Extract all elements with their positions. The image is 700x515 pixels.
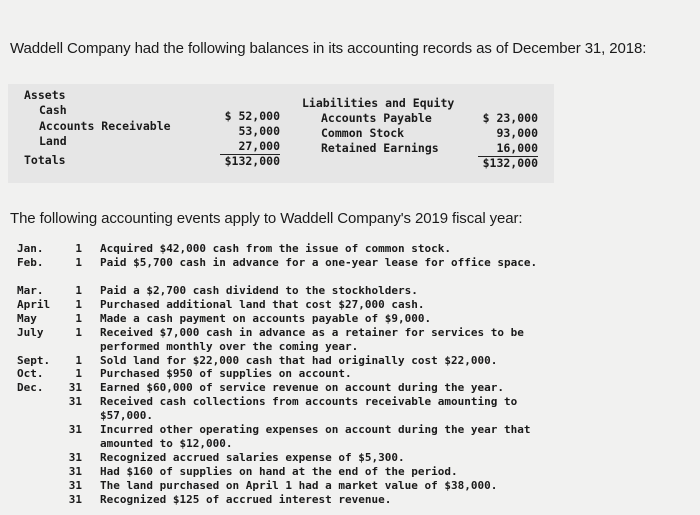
event-text: Purchased additional land that cost $27,000 cash. [100, 298, 425, 311]
asset-value-land: 27,000 [220, 139, 280, 155]
event-text: Earned $60,000 of service revenue on account during the year. [100, 381, 504, 394]
event-text: Had $160 of supplies on hand at the end of the period. [100, 465, 458, 478]
event-text: Received cash collections from accounts receivable amounting to $57,000. [100, 395, 518, 422]
asset-total: $132,000 [224, 154, 280, 168]
liab-value-ap: $ 23,000 [482, 111, 538, 125]
event-month: Feb. [17, 256, 44, 269]
liab-total: $132,000 [482, 156, 538, 170]
asset-value-cash: $ 52,000 [224, 109, 280, 123]
event-day: 1 [75, 326, 82, 339]
event-text: Recognized accrued salaries expense of $5,300. [100, 451, 405, 464]
event-text: Made a cash payment on accounts payable of $9,000. [100, 312, 432, 325]
liab-value-re: 16,000 [478, 141, 538, 157]
event-text: Purchased $950 of supplies on account. [100, 367, 352, 380]
event-month: Oct. [17, 367, 44, 380]
event-month: Dec. [17, 381, 44, 394]
event-day: 31 [68, 395, 82, 408]
event-day: 31 [68, 465, 82, 478]
event-month: April [17, 298, 51, 311]
event-day: 1 [75, 284, 82, 297]
event-day: 31 [68, 493, 82, 506]
event-day: 1 [75, 242, 82, 255]
liab-label-ap: Accounts Payable [321, 111, 432, 125]
events-intro: The following accounting events apply to Waddell Company's 2019 fiscal year: [10, 210, 523, 227]
event-month: May [17, 312, 37, 325]
assets-heading: Assets [24, 88, 66, 102]
problem-intro: Waddell Company had the following balances in its accounting records as of December 31, 2018: [10, 40, 647, 57]
event-day: 31 [68, 451, 82, 464]
event-text: Recognized $125 of accrued interest revenue. [100, 493, 392, 506]
event-day: 1 [75, 367, 82, 380]
event-text: Sold land for $22,000 cash that had originally cost $22,000. [100, 354, 498, 367]
event-day: 1 [75, 256, 82, 269]
event-day: 1 [75, 354, 82, 367]
liab-value-cs: 93,000 [496, 126, 538, 140]
asset-label-ar: Accounts Receivable [39, 119, 171, 133]
event-day: 31 [68, 479, 82, 492]
balance-table [8, 84, 554, 183]
liab-heading: Liabilities and Equity [302, 96, 455, 110]
asset-label-land: Land [39, 134, 67, 148]
asset-value-ar: 53,000 [238, 124, 280, 138]
event-text: Received $7,000 cash in advance as a retainer for services to be performed monthly over the coming year. [100, 326, 524, 353]
event-day: 1 [75, 298, 82, 311]
event-month: Sept. [17, 354, 51, 367]
liab-label-cs: Common Stock [321, 126, 405, 140]
totals-label: Totals [24, 153, 66, 167]
event-month: Mar. [17, 284, 44, 297]
event-day: 31 [68, 423, 82, 436]
event-text: Paid a $2,700 cash dividend to the stockholders. [100, 284, 418, 297]
event-month: Jan. [17, 242, 44, 255]
event-text: Acquired $42,000 cash from the issue of common stock. [100, 242, 451, 255]
event-text: Paid $5,700 cash in advance for a one-year lease for office space. [100, 256, 538, 269]
event-text: The land purchased on April 1 had a market value of $38,000. [100, 479, 498, 492]
event-month: July [17, 326, 44, 339]
liab-label-re: Retained Earnings [321, 141, 439, 155]
event-day: 31 [68, 381, 82, 394]
event-day: 1 [75, 312, 82, 325]
event-text: Incurred other operating expenses on account during the year that amounted to $12,000. [100, 423, 531, 450]
asset-label-cash: Cash [39, 103, 67, 117]
